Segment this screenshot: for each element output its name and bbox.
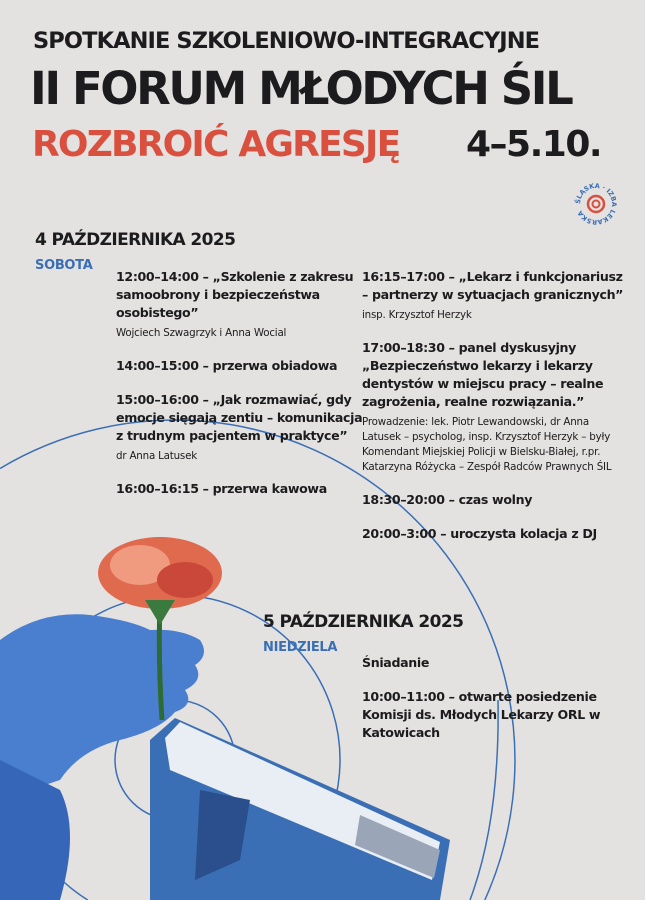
day2-column	[362, 654, 612, 758]
event-dates: 4–5.10.	[466, 124, 602, 165]
event-title: II FORUM MŁODYCH ŚIL	[30, 62, 572, 115]
schedule-item: 18:30–20:00 – czas wolny	[362, 492, 533, 507]
day1-left-column	[116, 268, 366, 514]
schedule-item: 12:00–14:00 – „Szkolenie z zakresu samoobrony i bezpieczeństwa osobistego” Wojciech Szwagrzyk i Anna Wocial	[116, 269, 354, 339]
schedule-item: 20:00–3:00 – uroczysta kolacja z DJ	[362, 526, 597, 541]
schedule-item: 15:00–16:00 – „Jak rozmawiać, gdy emocje sięgają zentiu – komunikacja z trudnym pacjentem w praktyce” dr Anna Latusek	[116, 392, 363, 462]
schedule-item: 14:00–15:00 – przerwa obiadowa	[116, 358, 338, 373]
event-tagline: ROZBROIĆ AGRESJĘ	[32, 124, 400, 165]
schedule-item: Śniadanie	[362, 655, 430, 670]
day1-weekday: SOBOTA	[35, 258, 93, 273]
slaska-izba-lekarska-logo	[572, 180, 620, 228]
svg-text:ŚLĄSKA · IZBA LEKARSKA: ŚLĄSKA · IZBA LEKARSKA	[573, 181, 619, 227]
schedule-item: 17:00–18:30 – panel dyskusyjny „Bezpieczeństwo lekarzy i lekarzy dentystów w miejscu pracy – realne zagrożenia, realne rozwiązania.” Prowadzenie: lek. Piotr Lewandowski, dr Anna Latusek – psycholog, insp. Krzysztof Herzyk – były Komendant Miejskiej Policji w Bielsku-Białej, r.pr. Katarzyna Różycka – Zespół Radców Prawnych ŚIL	[362, 340, 612, 473]
schedule-item: 16:00–16:15 – przerwa kawowa	[116, 481, 327, 496]
event-subtitle: SPOTKANIE SZKOLENIOWO-INTEGRACYJNE	[33, 28, 540, 54]
day2-date: 5 PAŹDZIERNIKA 2025	[263, 612, 464, 632]
day2-weekday: NIEDZIELA	[263, 640, 338, 655]
day1-right-column	[362, 268, 624, 559]
schedule-item: 10:00–11:00 – otwarte posiedzenie Komisji ds. Młodych Lekarzy ORL w Katowicach	[362, 689, 601, 740]
schedule-item: 16:15–17:00 – „Lekarz i funkcjonariusz – partnerzy w sytuacjach granicznych” insp. Krzysztof Herzyk	[362, 269, 624, 321]
day1-date: 4 PAŹDZIERNIKA 2025	[35, 230, 236, 250]
